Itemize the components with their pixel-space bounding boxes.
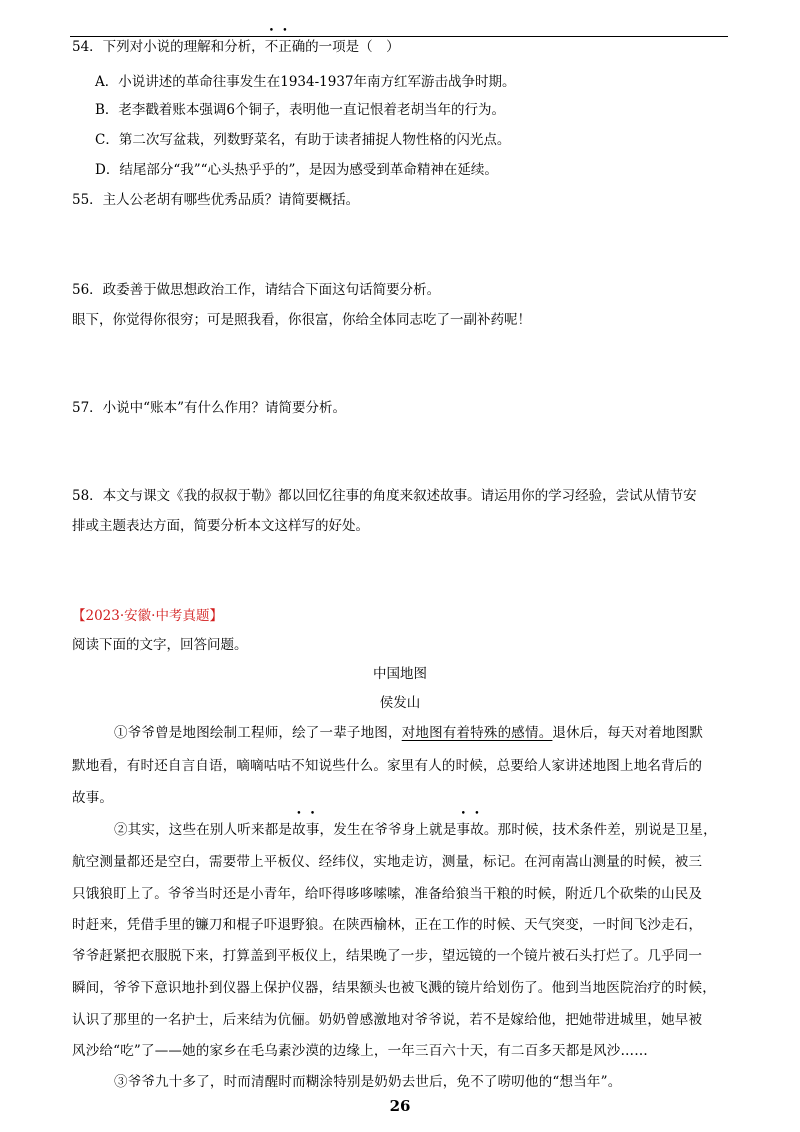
question-56-quote: 眼下，你觉得你很穷；可是照我看，你很富，你给全体同志吃了一副补药呢！ [72,312,531,328]
question-58-line1: 58．本文与课文《我的叔叔于勒》都以回忆往事的角度来叙述故事。请运用你的学习经验，尝试从情节安 [72,488,697,504]
story-title: 中国地图 [373,666,427,682]
paragraph-3-line-1: ③爷爷九十多了，时而清醒时而糊涂特别是奶奶去世后，免不了唠叨他的“想当年”。 [114,1074,622,1090]
question-58-line2: 排或主题表达方面，简要分析本文这样写的好处。 [72,518,369,534]
option-a: A．小说讲述的革命往事发生在1934-1937年南方红军游击战争时期。 [95,74,516,90]
source-tag: 【2023·安徽·中考真题】 [72,608,223,624]
paragraph-2-line: 瞬间，爷爷下意识地扑到仪器上保护仪器，结果额头也被飞溅的镜片给划伤了。他到当地医院治疗的时候， [72,980,716,996]
question-56: 56．政委善于做思想政治工作，请结合下面这句话简要分析。 [72,282,441,298]
question-55: 55．主人公老胡有哪些优秀品质？请简要概括。 [72,192,360,208]
emphasis-char: 正 [278,39,292,55]
paragraph-2-line: 只饿狼盯上了。爷爷当时还是小青年，给吓得哆哆嗦嗦，准备给狼当干粮的时候，附近几个砍柴的山民及 [72,886,703,902]
option-c: C．第二次写盆栽，列数野菜名，有助于读者捕捉人物性格的闪光点。 [95,132,511,148]
story-author: 侯发山 [379,695,421,711]
paragraph-2-line: 爷爷赶紧把衣服脱下来，打算盖到平板仪上，结果晚了一步，望远镜的一个镜片被石头打烂了。几乎同一 [72,948,703,964]
option-d: D．结尾部分“我”“心头热乎乎的”，是因为感受到革命精神在延续。 [95,162,498,178]
emphasis-char: 事 [456,822,471,838]
paragraph-1-line-1: ①爷爷曾是地图绘制工程师，绘了一辈子地图，对地图有着特殊的感情。退休后，每天对着地图默 [114,725,704,741]
page-number: 26 [389,1097,411,1115]
paragraph-2-line-1: ②其实，这些在别人听来都是故事，发生在爷爷身上就是事故。那时候，技术条件差，别说是卫星， [114,822,717,838]
question-54-stem: 54．下列对小说的理解和分析，不正确的一项是（ ） [72,39,400,55]
emphasis-char: 故 [470,822,484,838]
paragraph-2-line: 认识了那里的一名护士，后来结为伉俪。奶奶曾感激地对爷爷说，若不是嫁给他，把她带进城里，她早被 [72,1012,703,1028]
paragraph-2-line: 风沙给“吃”了——她的家乡在毛乌素沙漠的边缘上，一年三百六十天，有二百多天都是风沙…… [72,1043,648,1059]
question-57: 57．小说中“账本”有什么作用？请简要分析。 [72,400,346,416]
paragraph-1-line-3: 故事。 [72,790,114,806]
paragraph-2-line: 时赶来，凭借手里的镰刀和棍子吓退野狼。在陕西榆林，正在工作的时候、天气突变，一时间飞沙走石， [72,917,703,933]
emphasis-char: 不 [264,39,279,55]
reading-instruction: 阅读下面的文字，回答问题。 [72,637,248,653]
option-b: B．老李戳着账本强调6个铜子，表明他一直记恨着老胡当年的行为。 [95,102,506,118]
underlined-phrase: 对地图有着特殊的感情。 [401,725,553,741]
paragraph-2-line: 航空测量都还是空白，需要带上平板仪、经纬仪，实地走访，测量，标记。在河南嵩山测量的时候，被三 [72,854,703,870]
paragraph-1-line-2: 默地看，有时还自言自语，嘀嘀咕咕不知说些什么。家里有人的时候，总要给人家讲述地图上地名背后的 [72,758,703,774]
emphasis-char: 故 [292,822,306,838]
emphasis-char: 事 [305,822,320,838]
